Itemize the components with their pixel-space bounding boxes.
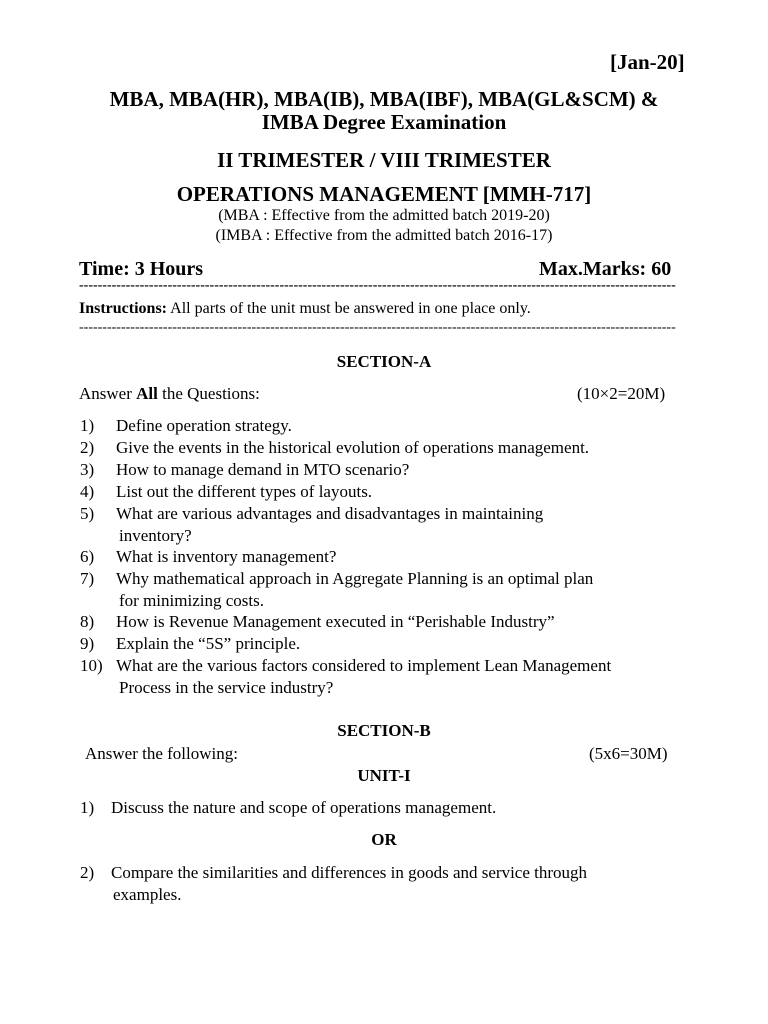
or-divider: OR	[371, 830, 397, 849]
exam-code: [Jan-20]	[610, 50, 685, 74]
question-number: 2)	[80, 438, 95, 457]
question-text-continued: inventory?	[119, 526, 192, 545]
question-10	[0, 655, 768, 699]
question-number: 3)	[80, 460, 95, 479]
question-number: 2)	[80, 863, 95, 882]
section-a-prompt	[79, 384, 260, 404]
question-number: 7)	[80, 569, 95, 588]
prompt-all: All	[136, 384, 158, 403]
question-2	[0, 437, 768, 459]
question-8	[0, 611, 768, 633]
prompt-post: the Questions:	[157, 384, 260, 403]
unit-question-1	[0, 797, 768, 819]
question-text: Compare the similarities and differences in goods and service through	[111, 863, 588, 882]
question-text: What is inventory management?	[116, 547, 337, 566]
unit-heading: UNIT-I	[357, 766, 411, 785]
question-text: Explain the “5S” principle.	[116, 634, 301, 653]
separator-line-bottom: --------------------------------------------------------------------------------------------------------------------------------	[79, 321, 676, 335]
instructions-text: All parts of the unit must be answered in one place only.	[170, 300, 531, 317]
question-text: How to manage demand in MTO scenario?	[116, 460, 410, 479]
question-text: How is Revenue Management executed in “Perishable Industry”	[116, 612, 555, 631]
question-number: 1)	[80, 416, 95, 435]
question-text: Why mathematical approach in Aggregate Planning is an optimal plan	[116, 569, 594, 588]
instructions-label: Instructions:	[79, 300, 168, 317]
question-number: 4)	[80, 482, 95, 501]
section-a-title: SECTION-A	[336, 352, 432, 371]
question-text-continued: for minimizing costs.	[119, 591, 264, 610]
question-text: Define operation strategy.	[116, 416, 292, 435]
exam-time: Time: 3 Hours	[79, 258, 204, 280]
question-text-continued: Process in the service industry?	[119, 678, 334, 697]
question-number: 5)	[80, 504, 95, 523]
question-number: 9)	[80, 634, 95, 653]
section-b-marks: (5x6=30M)	[589, 744, 668, 763]
question-text: Discuss the nature and scope of operations management.	[111, 798, 497, 817]
batch-mba: (MBA : Effective from the admitted batch 2019-20)	[218, 207, 550, 224]
question-text: What are the various factors considered to implement Lean Management	[116, 656, 612, 675]
question-5	[0, 503, 768, 547]
exam-title-line1: MBA, MBA(HR), MBA(IB), MBA(IBF), MBA(GL&SCM) &	[109, 87, 659, 111]
separator-line-top: --------------------------------------------------------------------------------------------------------------------------------	[79, 279, 676, 293]
max-marks: Max.Marks: 60	[539, 258, 672, 280]
question-1	[0, 415, 768, 437]
question-6	[0, 546, 768, 568]
prompt-pre: Answer	[79, 384, 137, 403]
question-7	[0, 568, 768, 612]
question-4	[0, 481, 768, 503]
unit-question-2	[0, 862, 768, 906]
section-b-title: SECTION-B	[337, 721, 431, 740]
question-number: 6)	[80, 547, 95, 566]
subject-heading: OPERATIONS MANAGEMENT [MMH-717]	[176, 182, 592, 206]
question-text: What are various advantages and disadvantages in maintaining	[116, 504, 544, 523]
question-number: 8)	[80, 612, 95, 631]
section-a-marks: (10×2=20M)	[577, 384, 666, 403]
instructions	[79, 300, 531, 318]
section-b-prompt: Answer the following:	[85, 744, 238, 763]
question-3	[0, 459, 768, 481]
question-text: Give the events in the historical evolution of operations management.	[116, 438, 590, 457]
question-text-continued: examples.	[113, 885, 182, 904]
batch-imba: (IMBA : Effective from the admitted batch 2016-17)	[215, 227, 553, 244]
question-number: 10)	[80, 656, 103, 675]
question-9	[0, 633, 768, 655]
question-number: 1)	[80, 798, 95, 817]
trimester-heading: II TRIMESTER / VIII TRIMESTER	[217, 148, 551, 172]
question-text: List out the different types of layouts.	[116, 482, 373, 501]
exam-title-line2: IMBA Degree Examination	[261, 110, 507, 134]
